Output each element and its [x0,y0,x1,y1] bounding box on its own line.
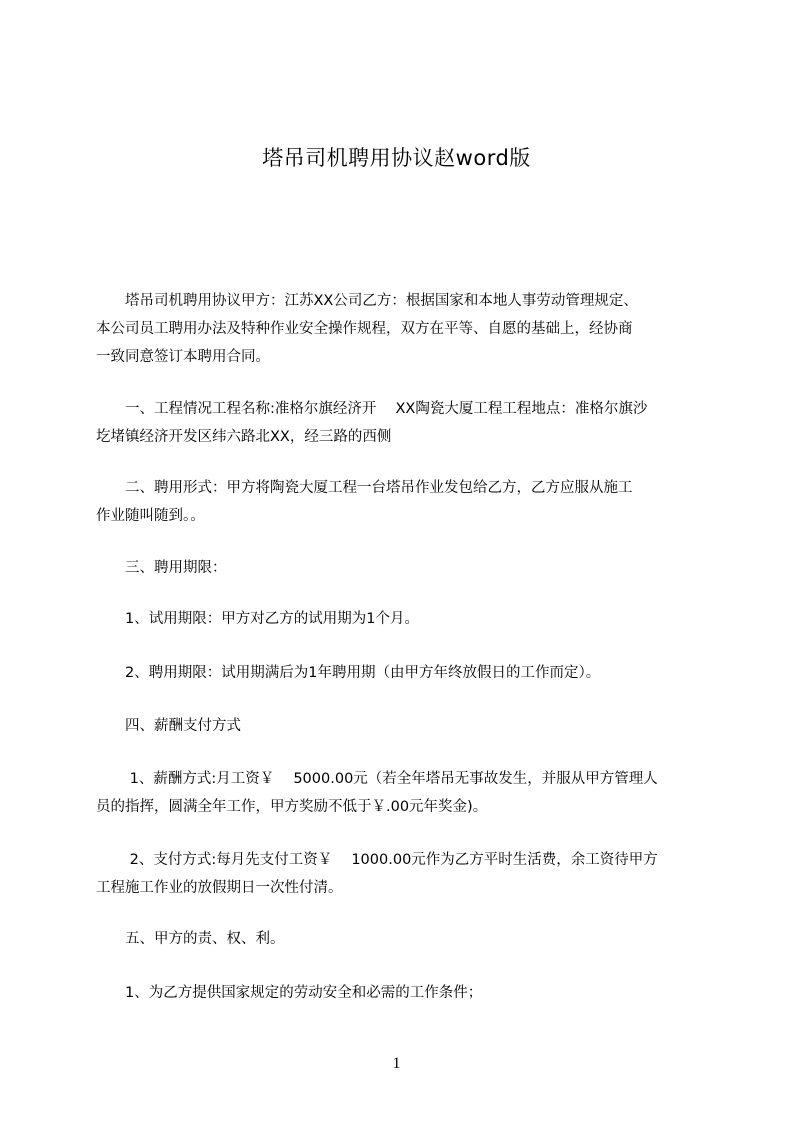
text-line: 1、试用期限：甲方对乙方的试用期为1个月。 [96,611,419,627]
paragraph-probation [96,605,706,633]
text-line: 一、工程情况工程名称:准格尔旗经济开 XX陶瓷大厦工程工程地点：准格尔旗沙 [96,401,648,417]
paragraph-salary [96,765,706,821]
text-line: 一致同意签订本聘用合同。 [96,349,270,365]
paragraph-employment-form [96,474,706,530]
section-heading-payment [96,712,706,740]
text-line: 三、聘用期限： [96,560,227,576]
text-line: 作业随叫随到。。 [96,508,205,524]
paragraph-party-a-duty [96,979,706,1007]
document-title: 塔吊司机聘用协议赵word版 [262,146,531,170]
text-line: 五、甲方的责、权、利。 [96,931,285,947]
section-heading-term [96,554,706,582]
text-line: 2、聘用期限：试用期满后为1年聘用期（由甲方年终放假日的工作而定）。 [96,665,601,681]
paragraph-intro [96,287,706,371]
section-heading-party-a [96,925,706,953]
text-line: 二、聘用形式：甲方将陶瓷大厦工程一台塔吊作业发包给乙方，乙方应服从施工 [96,480,633,496]
text-line: 1、薪酬方式:月工资￥ 5000.00元（若全年塔吊无事故发生，并服从甲方管理人 [96,771,658,787]
text-line: 员的指挥，圆满全年工作，甲方奖励不低于￥.00元年奖金)。 [96,799,488,815]
text-line: 圪堵镇经济开发区纬六路北XX，经三路的西侧 [96,429,392,445]
text-line: 2、支付方式:每月先支付工资￥ 1000.00元作为乙方平时生活费，余工资待甲方 [96,852,658,868]
text-line: 四、薪酬支付方式 [96,718,241,734]
text-line: 塔吊司机聘用协议甲方：江苏XX公司乙方：根据国家和本地人事劳动管理规定、 [96,293,638,309]
paragraph-employment-term [96,659,706,687]
page-number: 1 [392,1055,401,1072]
text-line: 工程施工作业的放假期日一次性付清。 [96,880,343,896]
paragraph-payment-method [96,846,706,902]
paragraph-project-info [96,395,706,451]
text-line: 本公司员工聘用办法及特种作业安全操作规程，双方在平等、自愿的基础上，经协商 [96,321,633,337]
text-line: 1、为乙方提供国家规定的劳动安全和必需的工作条件； [96,985,483,1001]
